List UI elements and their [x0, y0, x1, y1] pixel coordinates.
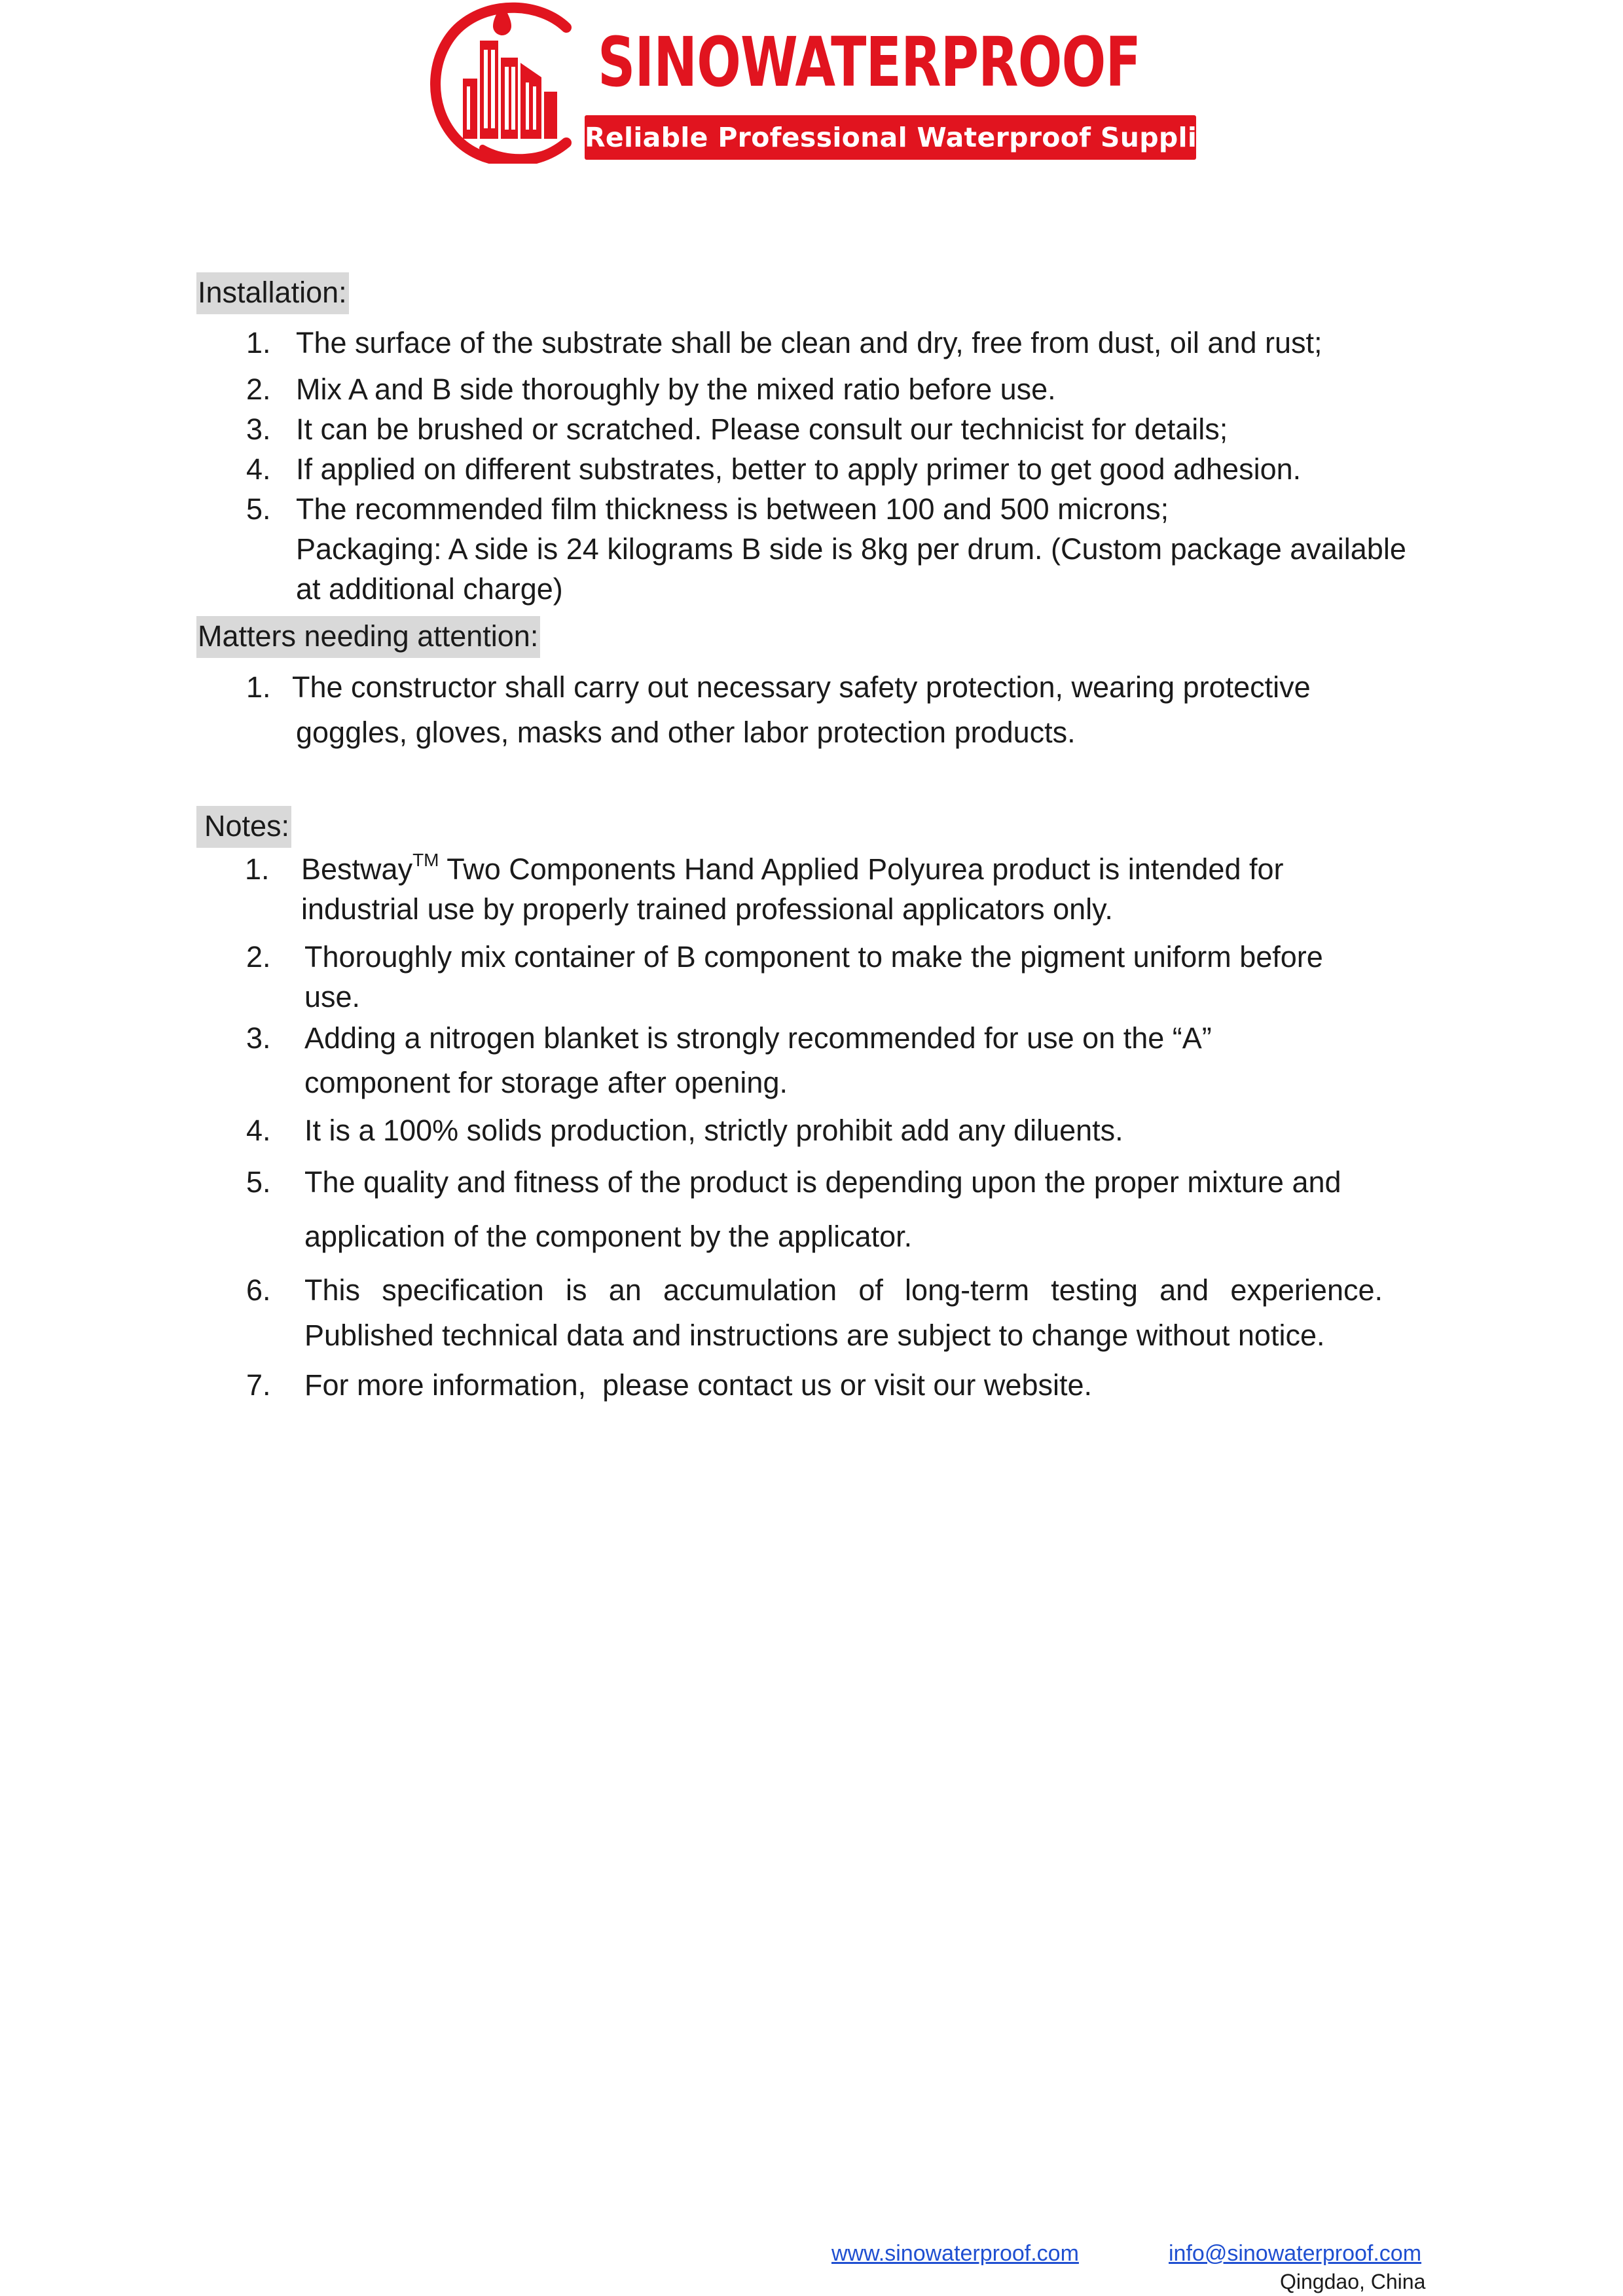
- notes-item-4-text: It is a 100% solids production, strictly prohibit add any diluents.: [304, 1114, 1123, 1147]
- notes-item-3-number: 3.: [246, 1021, 271, 1055]
- logo-tagline: Reliable Professional Waterproof Supplier: [585, 115, 1196, 160]
- attention-item-1-number: 1.: [246, 670, 271, 704]
- notes-item-5-number: 5.: [246, 1165, 271, 1199]
- notes-item-1-line-1-rest: Two Components Hand Applied Polyurea product is intended for: [439, 852, 1284, 886]
- notes-item-5-line-2: application of the component by the applicator.: [304, 1220, 913, 1253]
- email-link[interactable]: info@sinowaterproof.com: [1169, 2241, 1422, 2266]
- website-link[interactable]: www.sinowaterproof.com: [831, 2241, 1079, 2266]
- notes-item-7-text: For more information, please contact us or visit our website.: [304, 1368, 1093, 1402]
- attention-item-1-line-1: The constructor shall carry out necessary safety protection, wearing protective: [292, 670, 1311, 704]
- installation-item-3-number: 3.: [246, 412, 271, 446]
- installation-item-5-line-2: Packaging: A side is 24 kilograms B side is 8kg per drum. (Custom package available: [296, 532, 1406, 566]
- notes-item-4-number: 4.: [246, 1114, 271, 1147]
- installation-item-1-number: 1.: [246, 326, 271, 359]
- installation-item-3-text: It can be brushed or scratched. Please consult our technicist for details;: [296, 412, 1228, 446]
- attention-heading: Matters needing attention:: [196, 616, 540, 658]
- notes-item-7-number: 7.: [246, 1368, 271, 1402]
- notes-item-3-line-1: Adding a nitrogen blanket is strongly recommended for use on the “A”: [304, 1021, 1212, 1055]
- notes-item-6-number: 6.: [246, 1273, 271, 1307]
- trademark-mark: TM: [412, 850, 439, 870]
- notes-item-6-line-2: Published technical data and instructions are subject to change without notice.: [304, 1319, 1325, 1352]
- installation-item-4-text: If applied on different substrates, better to apply primer to get good adhesion.: [296, 452, 1302, 486]
- installation-item-2-text: Mix A and B side thoroughly by the mixed ratio before use.: [296, 373, 1056, 406]
- notes-item-6-line-1: This specification is an accumulation of long-term testing and experience.: [304, 1273, 1383, 1307]
- brand-name: Bestway: [301, 852, 413, 886]
- notes-item-5-line-1: The quality and fitness of the product is depending upon the proper mixture and: [304, 1165, 1341, 1199]
- installation-item-5-number: 5.: [246, 492, 271, 526]
- installation-item-2-number: 2.: [246, 373, 271, 406]
- notes-item-1-number: 1.: [245, 852, 270, 886]
- notes-item-2-line-2: use.: [304, 980, 361, 1013]
- notes-item-2-line-1: Thoroughly mix container of B component to make the pigment uniform before: [304, 940, 1323, 974]
- notes-item-1-line-1: [301, 850, 1284, 889]
- installation-item-5-line-3: at additional charge): [296, 572, 563, 606]
- logo-wordmark: SINOWATERPROOF: [598, 22, 1141, 102]
- installation-heading: Installation:: [196, 272, 349, 314]
- notes-item-2-number: 2.: [246, 940, 271, 974]
- footer-location: Qingdao, China: [1280, 2270, 1426, 2293]
- notes-heading: Notes:: [196, 806, 291, 848]
- installation-item-4-number: 4.: [246, 452, 271, 486]
- attention-item-1-line-2: goggles, gloves, masks and other labor protection products.: [296, 716, 1076, 749]
- notes-item-3-line-2: component for storage after opening.: [304, 1066, 788, 1099]
- installation-item-5-line-1: The recommended film thickness is between 100 and 500 microns;: [296, 492, 1169, 526]
- notes-item-1-line-2: industrial use by properly trained professional applicators only.: [301, 892, 1113, 926]
- installation-item-1-text: The surface of the substrate shall be clean and dry, free from dust, oil and rust;: [296, 326, 1322, 359]
